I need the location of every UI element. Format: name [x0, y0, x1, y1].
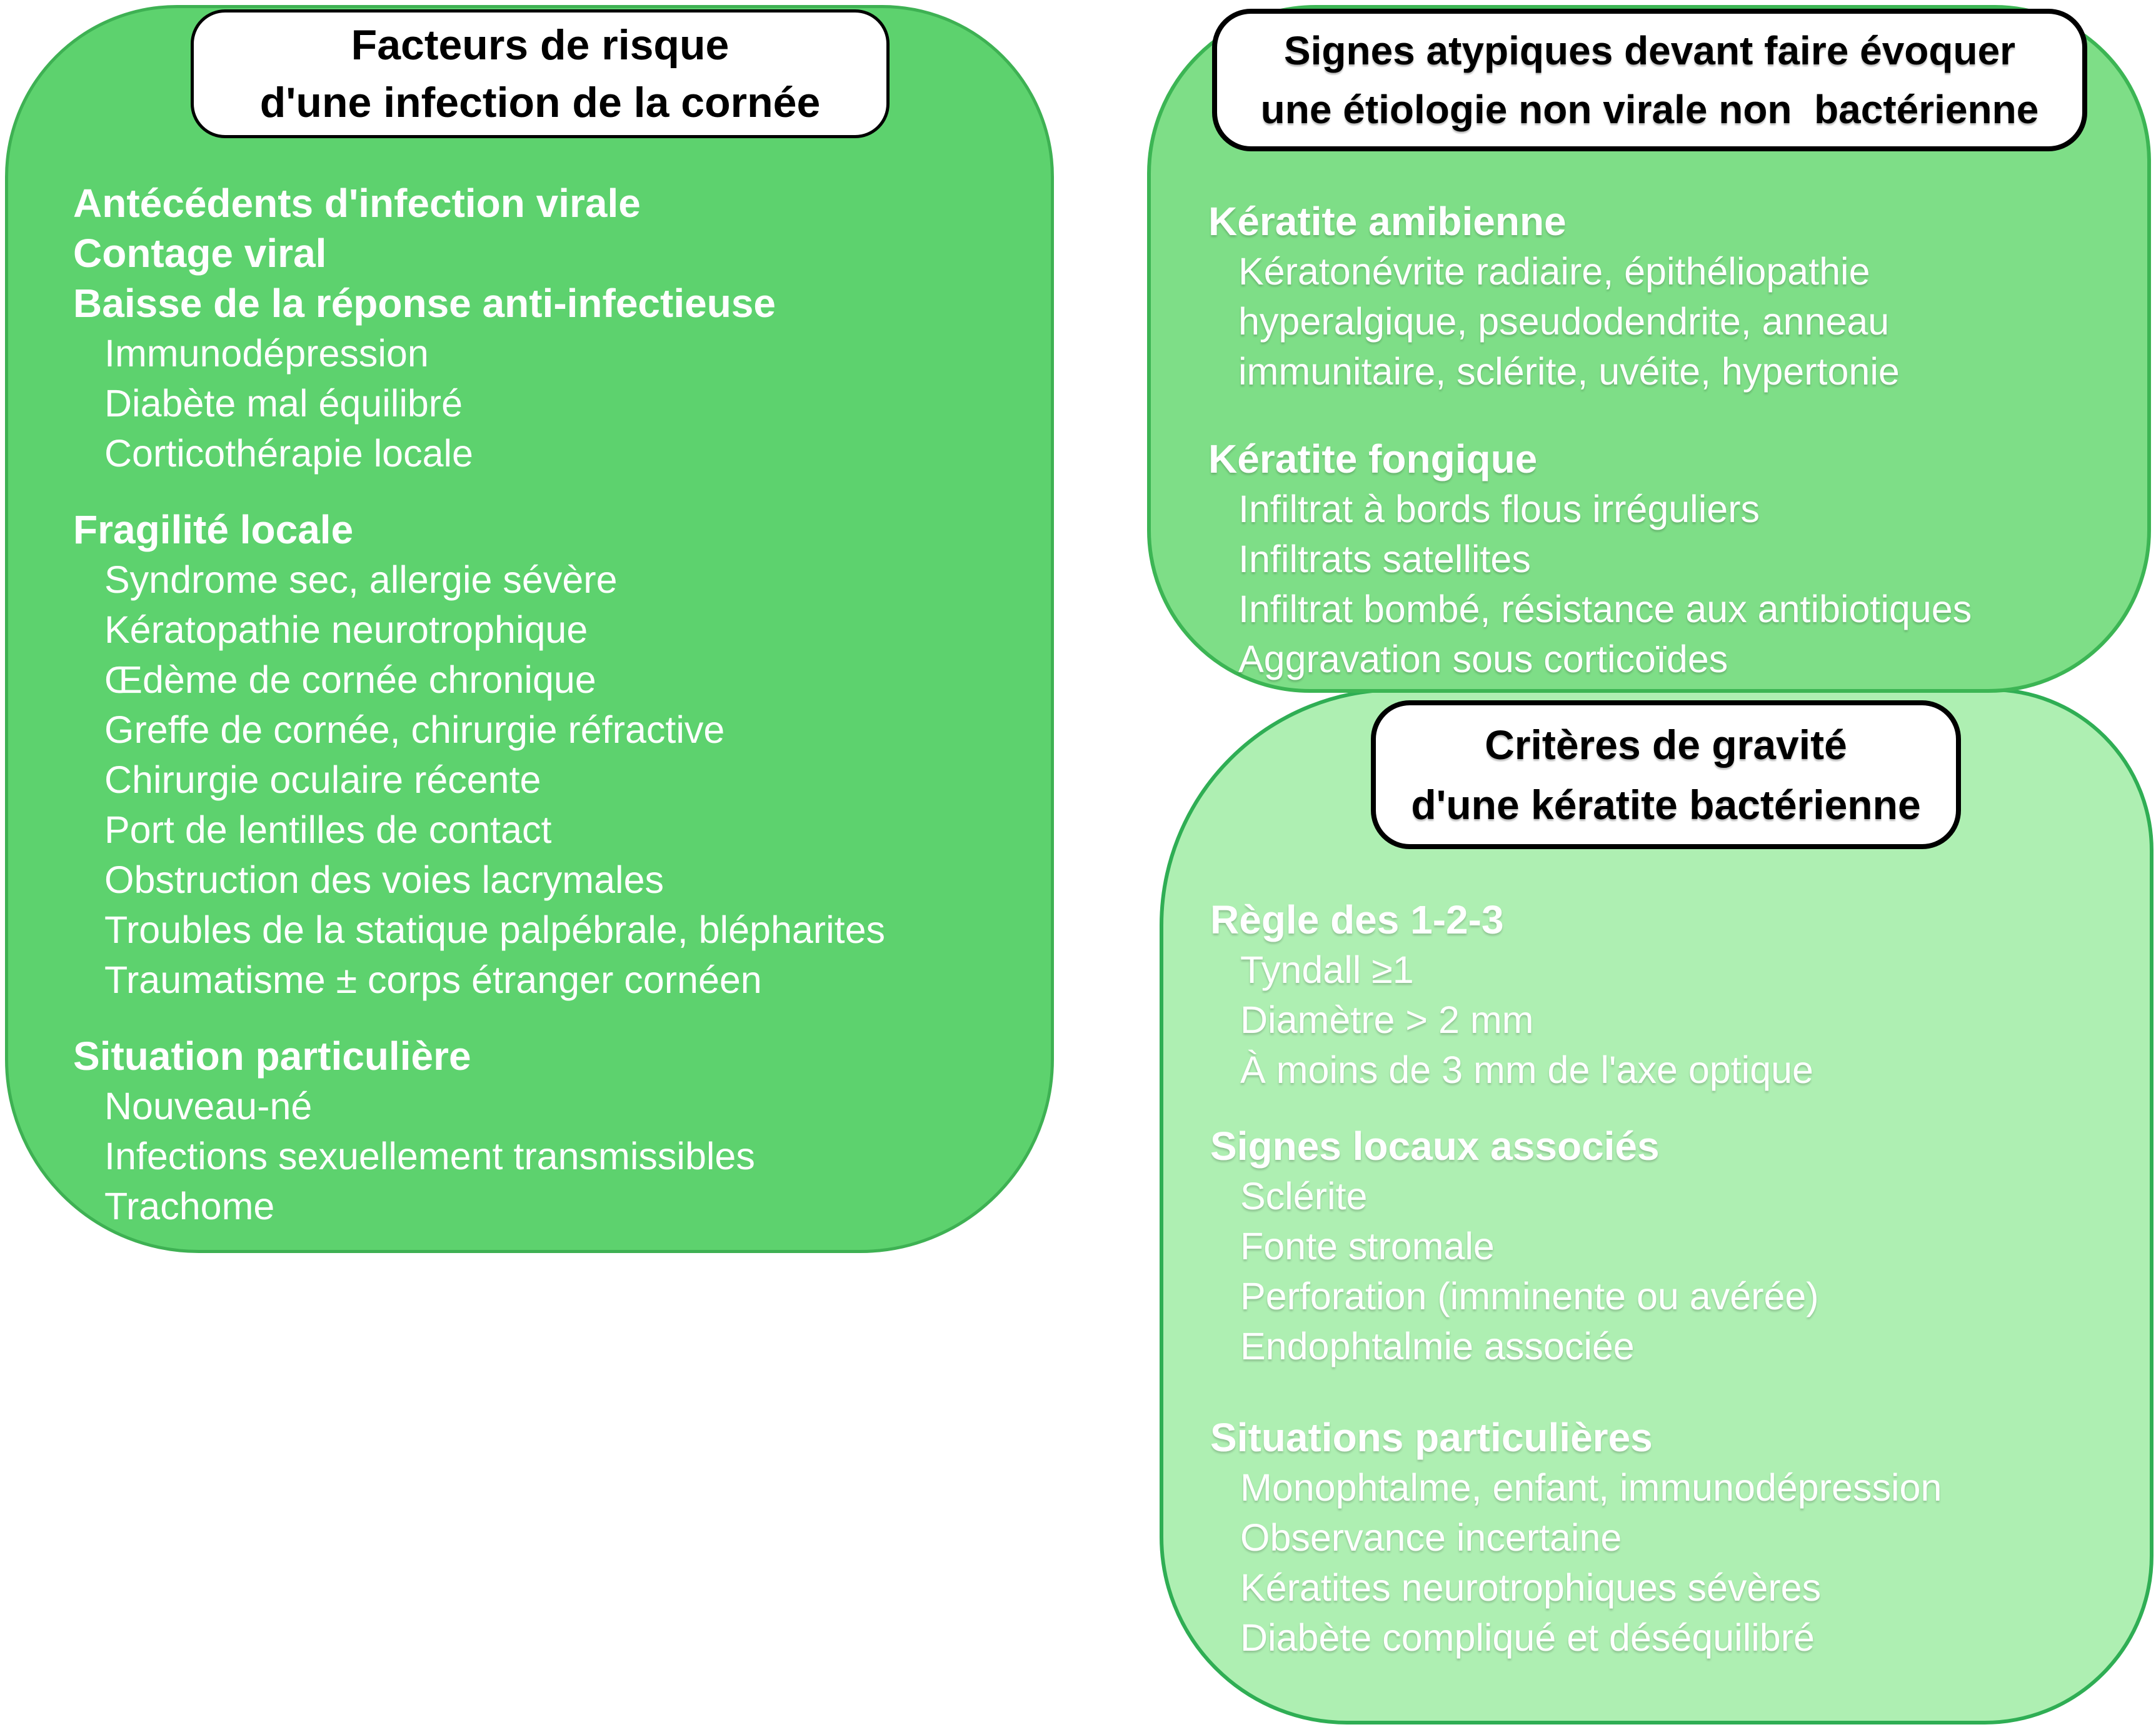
panel-title-line: Facteurs de risque [351, 21, 730, 69]
panel-title-line: d'une infection de la cornée [259, 79, 821, 126]
list-item: Corticothérapie locale [104, 432, 473, 475]
list-item: Œdème de cornée chronique [104, 658, 596, 701]
list-item: Infiltrat bombé, résistance aux antibiotiques [1238, 588, 1972, 630]
bold-line: Baisse de la réponse anti-infectieuse [73, 281, 776, 326]
list-item: Monophtalme, enfant, immunodépression [1240, 1466, 1942, 1509]
section-heading: Règle des 1-2-3 [1210, 897, 1504, 942]
panel-title-line: Critères de gravité [1485, 722, 1847, 768]
section-heading: Situations particulières [1210, 1415, 1653, 1460]
atypical-signs-panel [1147, 5, 2151, 693]
list-item: Infections sexuellement transmissibles [104, 1135, 755, 1177]
list-item: Kératopathie neurotrophique [104, 608, 588, 651]
section-heading: Kératite fongique [1208, 436, 1538, 481]
list-item: Kératites neurotrophiques sévères [1240, 1566, 1822, 1609]
list-item: Traumatisme ± corps étranger cornéen [104, 959, 762, 1001]
severity-criteria-content [1210, 895, 2131, 1663]
risk-factors-title-box [191, 9, 890, 138]
section-heading: Situation particulière [73, 1034, 471, 1079]
list-item: À moins de 3 mm de l'axe optique [1240, 1049, 1813, 1091]
severity-criteria-panel [1160, 688, 2153, 1724]
list-item: Immunodépression [104, 332, 429, 375]
panel-title-line: Signes atypiques devant faire évoquer [1283, 28, 2016, 73]
list-item: Fonte stromale [1240, 1225, 1495, 1267]
list-item: Obstruction des voies lacrymales [104, 858, 664, 901]
list-item: Diamètre > 2 mm [1240, 999, 1534, 1041]
bold-line: Contage viral [73, 231, 327, 276]
list-item: Aggravation sous corticoïdes [1238, 638, 1728, 680]
list-item: Diabète compliqué et déséquilibré [1240, 1616, 1815, 1659]
list-item: Tyndall ≥1 [1240, 949, 1414, 991]
panel-title-line: d'une kératite bactérienne [1411, 782, 1921, 828]
severity-criteria-title-box [1371, 700, 1961, 849]
list-item: Port de lentilles de contact [104, 808, 552, 851]
list-item: hyperalgique, pseudodendrite, anneau [1238, 300, 1890, 343]
list-item: Observance incertaine [1240, 1516, 1622, 1559]
list-item: Chirurgie oculaire récente [104, 758, 541, 801]
list-item: Trachome [104, 1185, 275, 1227]
section-heading: Fragilité locale [73, 507, 354, 552]
list-item: Endophtalmie associée [1240, 1325, 1635, 1367]
list-item: Greffe de cornée, chirurgie réfractive [104, 708, 725, 751]
atypical-signs-title-box [1212, 9, 2087, 151]
list-item: Kératonévrite radiaire, épithéliopathie [1238, 250, 1870, 293]
list-item: Nouveau-né [104, 1085, 313, 1127]
list-item: Sclérite [1240, 1175, 1368, 1217]
bold-line: Antécédents d'infection virale [73, 181, 641, 226]
list-item: Syndrome sec, allergie sévère [104, 558, 618, 601]
list-item: Perforation (imminente ou avérée) [1240, 1275, 1819, 1317]
atypical-signs-content [1208, 196, 2128, 684]
list-item: Troubles de la statique palpébrale, blépharites [104, 909, 886, 951]
risk-factors-content [73, 178, 1026, 1231]
section-heading: Signes locaux associés [1210, 1124, 1660, 1169]
risk-factors-panel [5, 5, 1054, 1253]
list-item: Infiltrat à bords flous irréguliers [1238, 488, 1760, 530]
section-heading: Kératite amibienne [1208, 199, 1567, 244]
list-item: Infiltrats satellites [1238, 538, 1531, 580]
list-item: Diabète mal équilibré [104, 382, 463, 425]
list-item: immunitaire, sclérite, uvéite, hypertonie [1238, 350, 1900, 393]
panel-title-line: une étiologie non virale non bactérienne [1260, 87, 2039, 132]
